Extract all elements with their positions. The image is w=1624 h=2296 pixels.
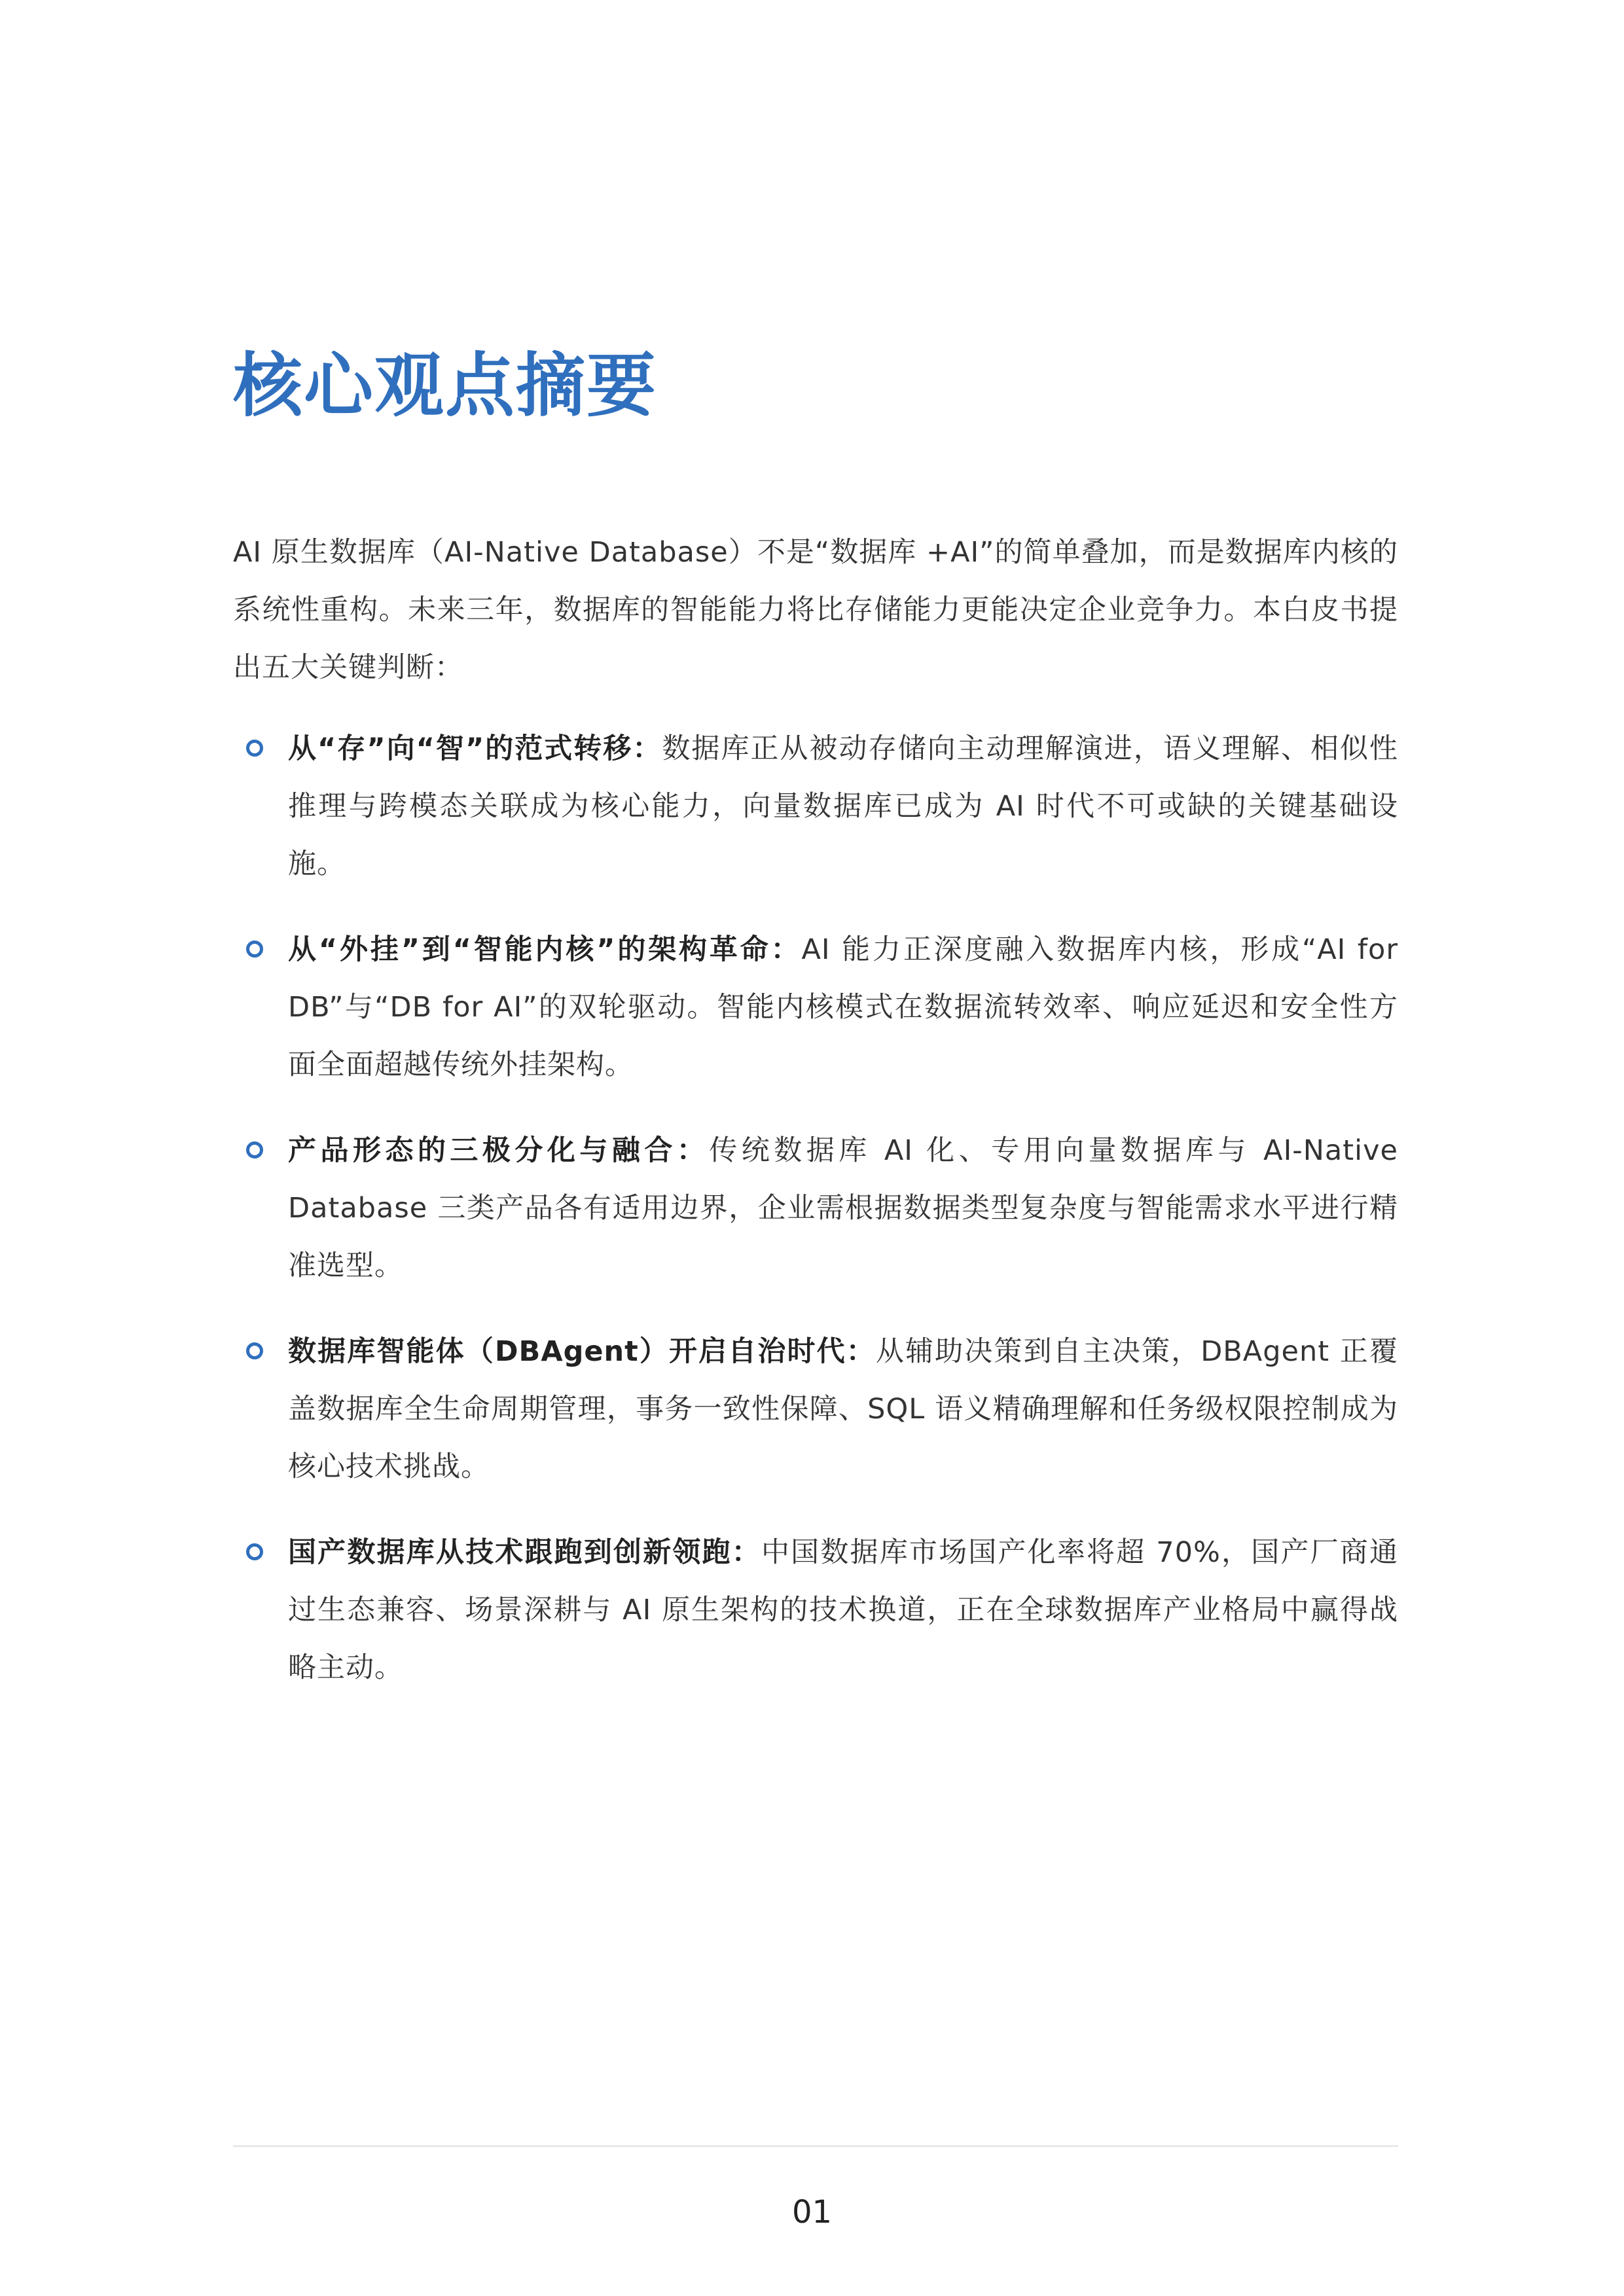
point-body: 中国数据库市场国产化率将超 70%，国产厂商通过生态兼容、场景深耕与 AI 原生架构的技术换道，正在全球数据库产业格局中赢得战略主动。 — [288, 1536, 1398, 1684]
page-title: 核心观点摘要 — [233, 346, 657, 426]
page-number: 01 — [791, 2194, 833, 2231]
intro-paragraph: AI 原生数据库（AI-Native Database）不是“数据库 +AI”的简单叠加，而是数据库内核的系统性重构。未来三年，数据库的智能能力将比存储能力更能决定企业竞争力。本白皮书提出五大关键判断： — [233, 536, 1398, 684]
list-item — [233, 1323, 1398, 1496]
point-body: AI 能力正深度融入数据库内核，形成“AI for DB”与“DB for AI”的双轮驱动。智能内核模式在数据流转效率、响应延迟和安全性方面全面超越传统外挂架构。 — [288, 933, 1398, 1081]
list-item — [233, 720, 1398, 893]
list-item — [233, 921, 1398, 1094]
point-heading: 国产数据库从技术跟跑到创新领跑： — [288, 1536, 761, 1569]
point-body: 传统数据库 AI 化、专用向量数据库与 AI-Native Database 三类产品各有适用边界，企业需根据数据类型复杂度与智能需求水平进行精准选型。 — [288, 1134, 1398, 1282]
footer-divider — [233, 2145, 1398, 2147]
list-item — [233, 1122, 1398, 1295]
point-body: 从辅助决策到自主决策，DBAgent 正覆盖数据库全生命周期管理，事务一致性保障、SQL 语义精确理解和任务级权限控制成为核心技术挑战。 — [288, 1335, 1399, 1483]
circle-bullet-icon — [246, 1141, 263, 1158]
circle-bullet-icon — [246, 1342, 263, 1359]
point-body: 数据库正从被动存储向主动理解演进，语义理解、相似性推理与跨模态关联成为核心能力，向量数据库已成为 AI 时代不可或缺的关键基础设施。 — [288, 732, 1399, 880]
list-item — [233, 1524, 1398, 1696]
point-heading: 产品形态的三极分化与融合： — [288, 1134, 710, 1167]
point-heading: 数据库智能体（DBAgent）开启自治时代： — [288, 1335, 876, 1368]
point-heading: 从“外挂”到“智能内核”的架构革命： — [288, 933, 802, 966]
circle-bullet-icon — [246, 740, 263, 757]
circle-bullet-icon — [246, 941, 263, 958]
key-points-list — [233, 720, 1398, 1725]
point-heading: 从“存”向“智”的范式转移： — [288, 732, 662, 765]
circle-bullet-icon — [246, 1543, 263, 1560]
